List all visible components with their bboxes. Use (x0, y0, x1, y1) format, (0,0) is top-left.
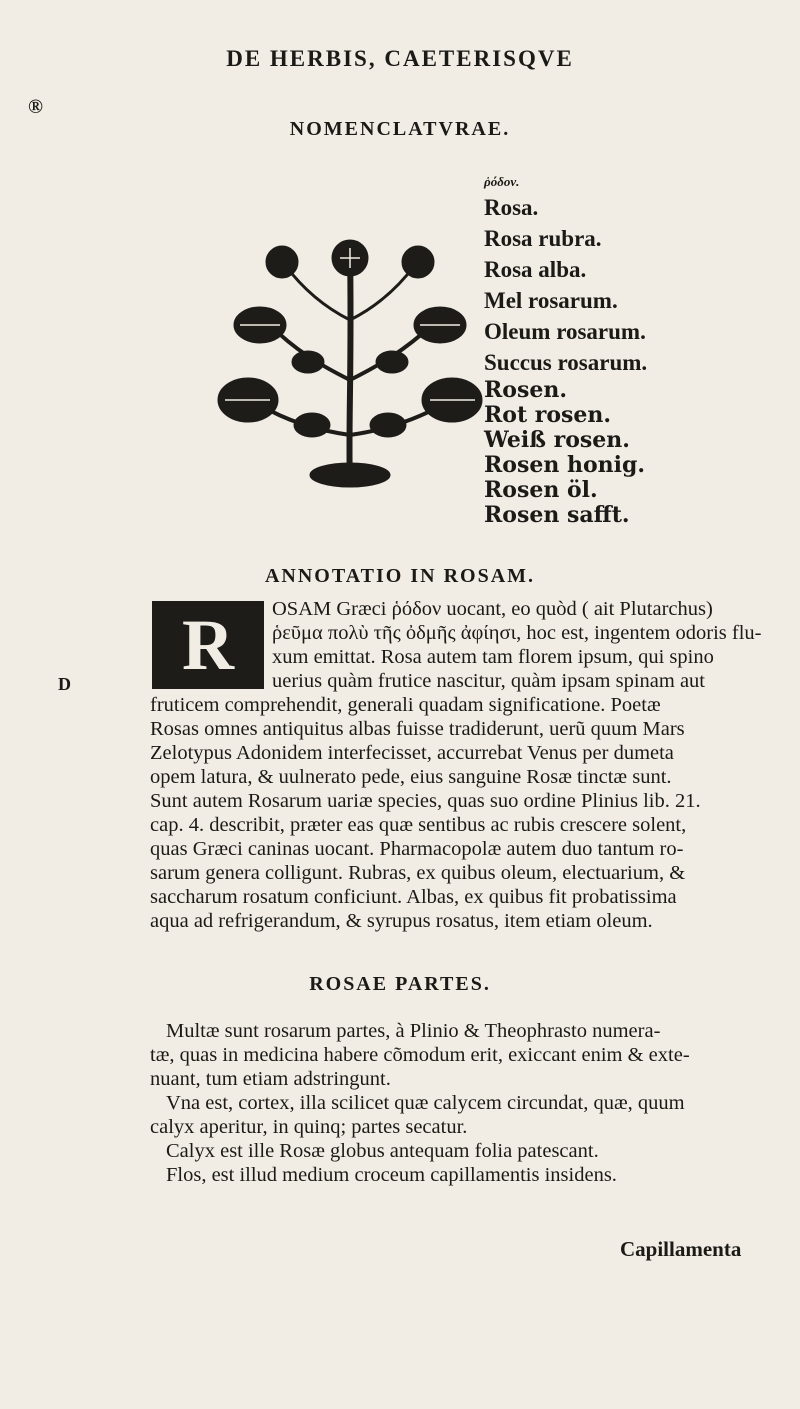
text-line: uerius quàm frutice nascitur, quàm ipsam spinam aut (272, 670, 705, 692)
german-name: Rosen. (484, 377, 567, 403)
text-line: calyx aperitur, in quinq; partes secatur. (150, 1116, 468, 1138)
nomenclature-heading: NOMENCLATVRAE. (289, 118, 511, 140)
margin-letter: D (58, 674, 71, 694)
text-line: sarum genera colligunt. Rubras, ex quibus oleum, electuarium, & (150, 862, 686, 884)
german-name: Rosen safft. (484, 502, 630, 528)
initial-letter: R (182, 604, 234, 685)
text-line: Flos, est illud medium croceum capillamentis insidens. (166, 1164, 617, 1186)
text-line: Vna est, cortex, illa scilicet quæ calycem circundat, quæ, quum (166, 1092, 685, 1114)
partes-heading: ROSAE PARTES. (309, 973, 491, 995)
annotatio-heading: ANNOTATIO IN ROSAM. (264, 565, 536, 587)
decorated-initial (152, 601, 264, 689)
text-line: Multæ sunt rosarum partes, à Plinio & Theophrasto numera- (166, 1020, 661, 1042)
text-line: xum emittat. Rosa autem tam florem ipsum, qui spino (272, 646, 714, 668)
german-name: Rot rosen. (484, 402, 612, 428)
latin-name: Rosa. (484, 195, 539, 220)
text-line: cap. 4. describit, præter eas quæ sentibus ac rubis crescere solent, (150, 814, 687, 836)
text-line: fruticem comprehendit, generali quadam significatione. Poetæ (150, 694, 661, 716)
text-line: quas Græci caninas uocant. Pharmacopolæ autem duo tantum ro- (150, 838, 684, 860)
german-name: Weiß rosen. (484, 427, 630, 453)
german-name: Rosen öl. (484, 477, 598, 503)
latin-name: Succus rosarum. (484, 350, 648, 375)
rose-woodcut-illustration (200, 230, 500, 490)
text-line: Sunt autem Rosarum uariæ species, quas suo ordine Plinius lib. 21. (150, 790, 701, 812)
nomenclature-list (484, 174, 784, 528)
catchword: Capillamenta (620, 1237, 742, 1261)
text-line: aqua ad refrigerandum, & syrupus rosatus, item etiam oleum. (150, 910, 653, 932)
latin-name: Mel rosarum. (484, 288, 618, 313)
latin-name: Rosa alba. (484, 257, 587, 282)
text-line: Zelotypus Adonidem interfecisset, accurrebat Venus per dumeta (150, 742, 674, 764)
latin-name: Rosa rubra. (484, 226, 602, 251)
running-head: DE HERBIS, CAETERISQVE (226, 46, 574, 71)
text-line: Calyx est ille Rosæ globus antequam folia patescant. (166, 1140, 599, 1162)
text-line: nuant, tum etiam adstringunt. (150, 1068, 391, 1090)
greek-name: ῥόδον. (484, 174, 520, 189)
german-name: Rosen honig. (484, 452, 646, 478)
text-line: ῥεῦμα πολὺ τῆς ὀδμῆς ἀφίησι, hoc est, ingentem odoris flu- (272, 622, 762, 644)
text-line: tæ, quas in medicina habere cõmodum erit, exiccant enim & exte- (150, 1044, 690, 1066)
text-line: OSAM Græci ῥόδον uocant, eo quòd ( ait Plutarchus) (272, 598, 713, 620)
text-line: Rosas omnes antiquitus albas fuisse tradiderunt, uerũ quum Mars (150, 718, 685, 740)
text-line: saccharum rosatum conficiunt. Albas, ex quibus fit probatissima (150, 886, 677, 908)
signature-mark: ® (28, 96, 43, 118)
latin-name: Oleum rosarum. (484, 319, 646, 344)
text-line: opem latura, & uulnerato pede, eius sanguine Rosæ tinctæ sunt. (150, 766, 672, 788)
